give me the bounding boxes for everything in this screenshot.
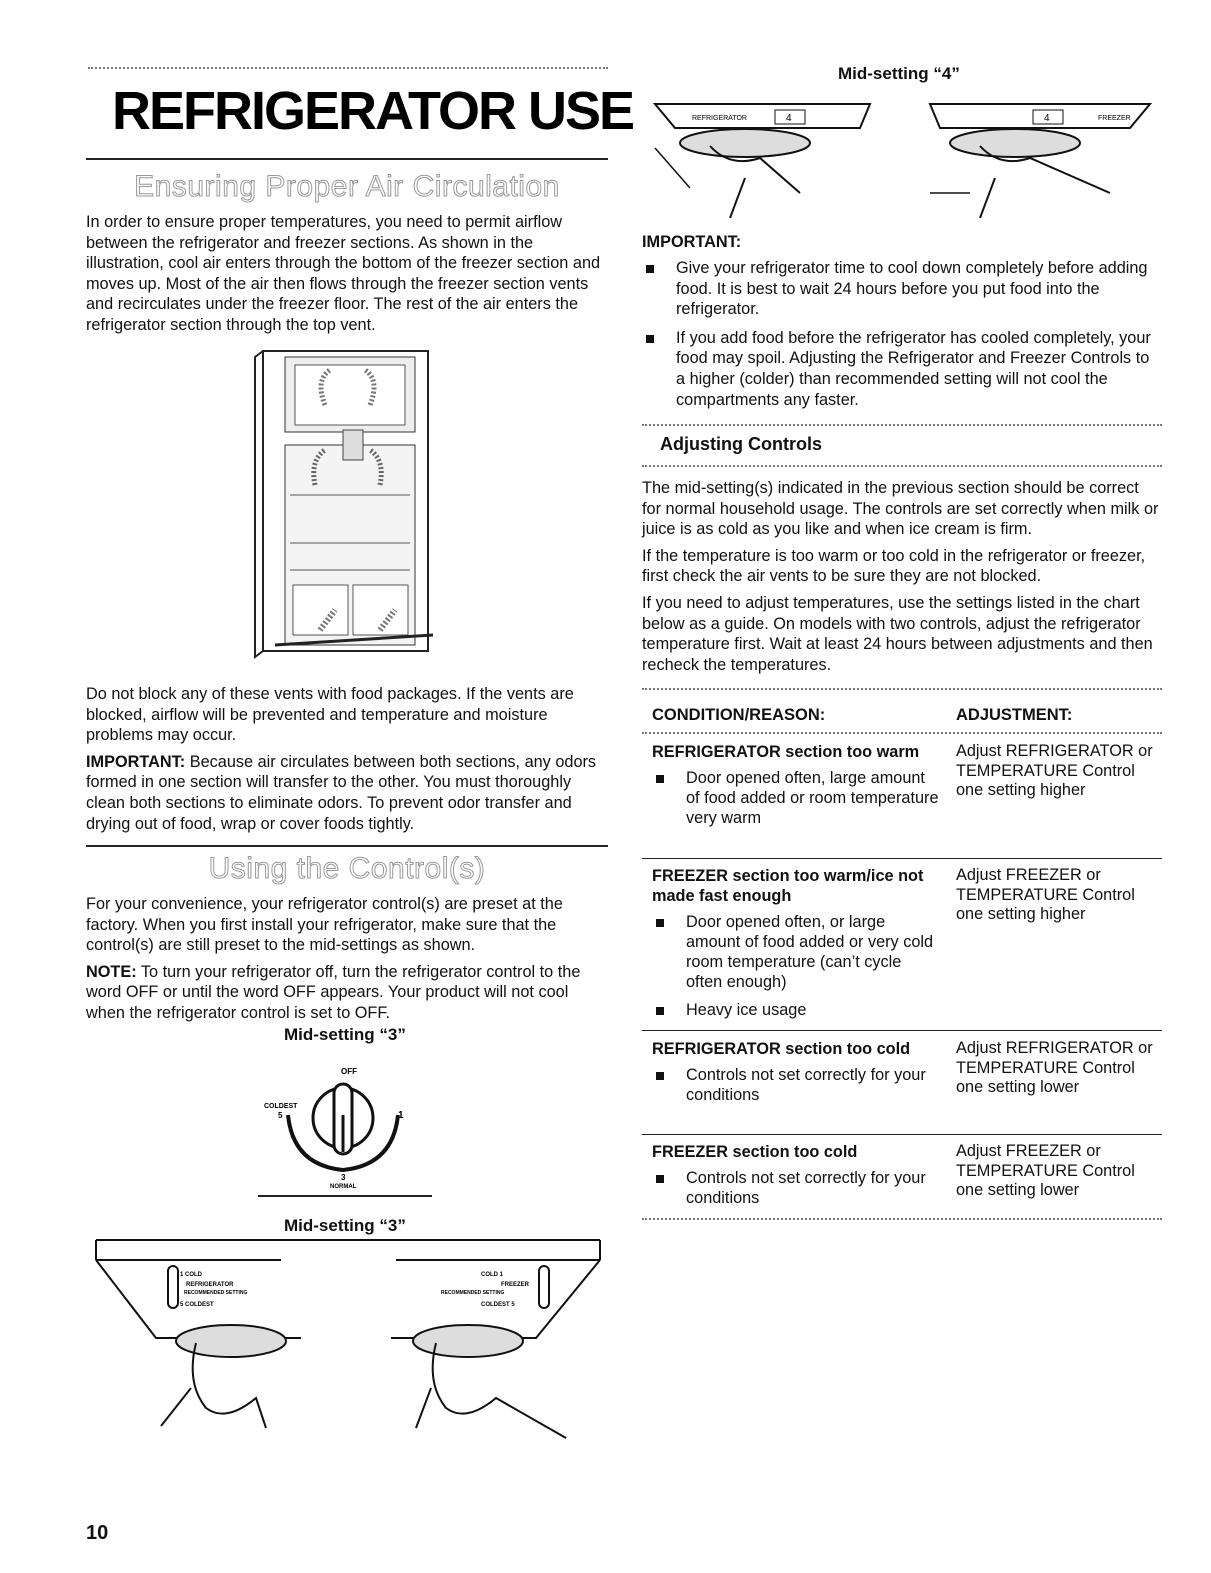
right-panel-cold-text: COLD 1 xyxy=(481,1272,504,1278)
table-rule-top xyxy=(642,688,1162,690)
note-body: To turn your refrigerator off, turn the refrigerator control to the word OFF or until the word OFF appears. Your product will not cool when the refrigerator control is set to OFF. xyxy=(86,962,581,1022)
important-label-right: IMPORTANT: xyxy=(642,233,742,251)
adjustment-text: Adjust FREEZER or TEMPERATURE Control one setting lower xyxy=(956,1142,1135,1199)
table-row xyxy=(652,742,942,836)
section-heading-using-controls: Using the Control(s) xyxy=(208,852,486,885)
important-bullets xyxy=(642,258,1162,418)
mid-setting-3-panel-label: Mid-setting “3” xyxy=(284,1216,406,1235)
adjustment-text: Adjust FREEZER or TEMPERATURE Control one setting higher xyxy=(956,866,1135,923)
table-row xyxy=(652,1039,942,1113)
page-number: 10 xyxy=(86,1522,109,1544)
controls-preset-paragraph: For your convenience, your refrigerator control(s) are preset at the factory. When you first install your refrigerator, make sure that the control(s) are still preset to the mid-settings as shown. xyxy=(86,895,563,955)
table-header-rule xyxy=(642,732,1162,734)
dial-normal-text: NORMAL xyxy=(330,1184,357,1190)
mid-setting-3-dial-label: Mid-setting “3” xyxy=(284,1025,406,1044)
vents-warning-text: Do not block any of these vents with food packages. If the vents are blocked, airflow will be prevented and temperature and moisture problems may occur. xyxy=(86,685,574,745)
condition-title: REFRIGERATOR section too cold xyxy=(652,1040,911,1058)
dial-one-text: 1 xyxy=(398,1110,404,1121)
table-row-divider xyxy=(642,1030,1162,1031)
dial-underline xyxy=(258,1195,432,1197)
adjusting-rule-top xyxy=(642,424,1162,426)
condition-bullet: Controls not set correctly for your conditions xyxy=(652,1168,942,1208)
fig-freezer-text: FREEZER xyxy=(1098,115,1131,122)
important-bullet-2: If you add food before the refrigerator has cooled completely, your food may spoil. Adjusting the Refrigerator and Freezer Controls to a higher (colder) than recommended setting will not cool the compartments any faster. xyxy=(642,328,1162,410)
adjust-paragraph-1: The mid-setting(s) indicated in the previous section should be correct for normal household usage. The controls are set correctly when milk or juice is as cold as you like and when ice cream is firm. xyxy=(642,479,1159,539)
condition-title: REFRIGERATOR section too warm xyxy=(652,743,920,761)
important-odors-body: Because air circulates between both sections, any odors formed in one section will transfer to the other. You must thoroughly clean both sections to eliminate odors. To prevent odor transfer and drying out of food, wrap or cover foods tightly. xyxy=(86,752,597,833)
adjust-paragraph-3: If you need to adjust temperatures, use the settings listed in the chart below as a guide. On models with two controls, adjust the refrigerator temperature first. Wait at least 24 hours between adjustments and then recheck the temperatures. xyxy=(642,593,1153,674)
note-label: NOTE: xyxy=(86,962,137,981)
fig-freezer-num: 4 xyxy=(1044,113,1050,124)
dial-coldest-text: COLDEST xyxy=(264,1103,298,1110)
important-label: IMPORTANT: xyxy=(86,752,186,771)
condition-title: FREEZER section too warm/ice not made fast enough xyxy=(652,867,924,905)
table-row xyxy=(652,866,942,1028)
mid-setting-4-illustration xyxy=(650,98,1155,223)
left-panel-coldest-text: 5 COLDEST xyxy=(180,1302,214,1308)
important-odors-text xyxy=(86,752,606,834)
table-header-condition: CONDITION/REASON: xyxy=(652,706,826,724)
condition-bullet: Heavy ice usage xyxy=(652,1000,942,1020)
condition-bullet: Controls not set correctly for your conditions xyxy=(652,1065,942,1105)
adjust-paragraph-2: If the temperature is too warm or too cold in the refrigerator or freezer, first check the air vents to be sure they are not blocked. xyxy=(642,546,1146,586)
adjusting-paragraphs xyxy=(642,478,1162,681)
fig-refrigerator-text: REFRIGERATOR xyxy=(692,115,747,122)
right-panel-recommended-text: RECOMMENDED SETTING xyxy=(441,1290,505,1296)
left-panel-refrigerator-text: REFRIGERATOR xyxy=(186,1282,234,1288)
adjusting-controls-heading: Adjusting Controls xyxy=(660,434,822,454)
condition-bullet: Door opened often, or large amount of food added or very cold room temperature (can’t cycle often enough) xyxy=(652,912,942,992)
vents-paragraph xyxy=(86,684,606,840)
right-panel-coldest-text: COLDEST 5 xyxy=(481,1302,515,1308)
important-bullet-1: Give your refrigerator time to cool down completely before adding food. It is best to wait 24 hours before you put food into the refrigerator. xyxy=(642,258,1162,320)
left-panel-recommended-text: RECOMMENDED SETTING xyxy=(184,1290,248,1296)
note-paragraph xyxy=(86,962,606,1024)
section-heading-air-circulation: Ensuring Proper Air Circulation xyxy=(134,170,560,203)
fig-refrigerator-num: 4 xyxy=(786,113,792,124)
left-panel-cold-text: 1 COLD xyxy=(180,1272,203,1278)
section-rule-controls xyxy=(86,845,608,847)
adjustment-text: Adjust REFRIGERATOR or TEMPERATURE Control one setting higher xyxy=(956,742,1153,799)
title-rule xyxy=(86,158,608,160)
condition-bullet: Door opened often, large amount of food added or room temperature very warm xyxy=(652,768,942,828)
table-row-divider xyxy=(642,858,1162,859)
page-title: REFRIGERATOR USE xyxy=(112,81,634,141)
condition-title: FREEZER section too cold xyxy=(652,1143,858,1161)
right-panel-freezer-text: FREEZER xyxy=(501,1282,530,1288)
refrigerator-airflow-illustration xyxy=(255,345,435,670)
adjusting-rule-bottom xyxy=(642,465,1162,467)
table-header-adjustment: ADJUSTMENT: xyxy=(956,706,1073,724)
mid-setting-4-label: Mid-setting “4” xyxy=(838,64,960,83)
table-row xyxy=(652,1142,942,1216)
using-controls-text xyxy=(86,894,606,1030)
air-circulation-paragraph: In order to ensure proper temperatures, you need to permit airflow between the refrigerator and freezer sections. As shown in the illustration, cool air enters through the bottom of the freezer section and moves up. Most of the air then flows through the freezer section vents and recirculates under the freezer floor. The rest of the air enters the refrigerator section through the top vent. xyxy=(86,213,601,334)
dial-off-text: OFF xyxy=(341,1067,357,1076)
dial-five-text: 5 xyxy=(278,1111,283,1120)
table-rule-bottom xyxy=(642,1218,1162,1220)
adjustment-text: Adjust REFRIGERATOR or TEMPERATURE Control one setting lower xyxy=(956,1039,1153,1096)
table-row-divider xyxy=(642,1134,1162,1135)
dial-three-text: 3 xyxy=(341,1173,346,1182)
top-dotted-rule xyxy=(88,67,608,69)
refrigerator-dial-illustration xyxy=(258,1060,438,1200)
control-panel-hands-illustration xyxy=(96,1238,600,1438)
